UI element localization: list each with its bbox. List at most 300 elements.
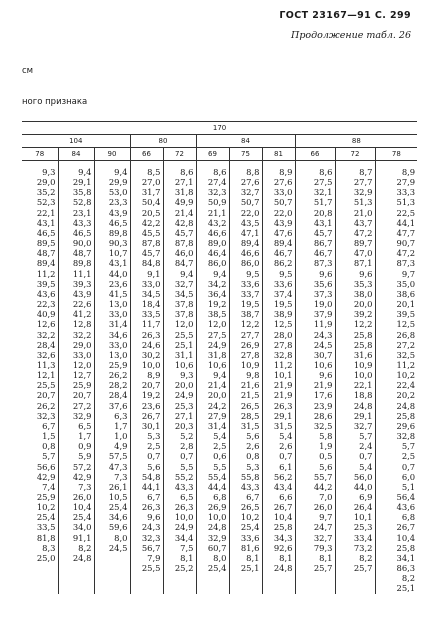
table-cell: 45,5	[141, 227, 161, 238]
table-cell: 30,1	[141, 420, 161, 431]
table-cell: 32,1	[313, 187, 333, 198]
table-cell: 32,7	[353, 420, 373, 431]
table-cell: 43,9	[72, 288, 92, 299]
table-cell: 31,5	[240, 420, 260, 431]
table-cell: 42,8	[174, 217, 194, 228]
table-cell: 32,3	[141, 532, 161, 543]
table-cell: 6,0	[401, 471, 416, 482]
table-cell: 26,3	[141, 329, 161, 340]
table-cell: 0,5	[319, 451, 333, 462]
table-cell: 8,1	[319, 552, 333, 563]
table-cell: 10,0	[207, 512, 227, 523]
table-cell: 9,4	[180, 268, 194, 279]
table-cell: 32,5	[396, 349, 416, 360]
sign-label: ного признака	[22, 97, 88, 107]
table-cell: 18,4	[141, 299, 161, 310]
table-cell: 20,0	[174, 380, 194, 391]
table-cell: 37,3	[313, 288, 333, 299]
table-cell: 25,1	[174, 339, 194, 350]
table-cell: 31,8	[174, 187, 194, 198]
table-cell: 22,3	[36, 299, 56, 310]
column-header: 81	[262, 148, 295, 161]
table-cell: 55,2	[174, 471, 194, 482]
table-cell: 12,1	[36, 370, 56, 381]
table-cell: 43,3	[174, 481, 194, 492]
table-cell: 81,8	[36, 532, 56, 543]
table-cell: 5,5	[213, 461, 227, 472]
table-cell: 12,6	[36, 319, 56, 330]
table-cell: 51,3	[353, 197, 373, 208]
table-cell: 89,0	[207, 238, 227, 249]
table-cell: 25,4	[36, 512, 56, 523]
table-cell: 47,2	[353, 227, 373, 238]
table-cell: 32,9	[353, 187, 373, 198]
table-cell: 25,1	[396, 583, 416, 594]
table-cell: 43,1	[108, 258, 128, 269]
table-cell: 23,1	[72, 207, 92, 218]
table-cell: 46,7	[313, 248, 333, 259]
table-cell: 6,7	[42, 420, 56, 431]
values-row	[22, 161, 417, 594]
table-cell: 46,5	[36, 227, 56, 238]
table-cell: 59,6	[108, 522, 128, 533]
table-cell: 32,2	[72, 329, 92, 340]
table-cell: 35,2	[36, 187, 56, 198]
value-column	[229, 161, 262, 594]
table-cell: 44,0	[353, 481, 373, 492]
table-cell: 28,0	[273, 329, 293, 340]
table-cell: 20,7	[36, 390, 56, 401]
table-cell: 84,8	[141, 258, 161, 269]
table-cell: 86,2	[273, 258, 293, 269]
table-cell: 12,2	[240, 319, 260, 330]
table-cell: 8,6	[319, 167, 333, 177]
table-cell: 8,9	[147, 370, 161, 381]
table-cell: 8,1	[246, 552, 260, 563]
table-cell: 25,4	[240, 522, 260, 533]
table-cell: 21,9	[313, 380, 333, 391]
table-cell: 9,5	[246, 268, 260, 279]
table-cell: 37,4	[273, 288, 293, 299]
table-cell: 44,1	[396, 217, 416, 228]
table-cell: 34,4	[174, 532, 194, 543]
table-cell: 31,5	[273, 420, 293, 431]
table-cell: 6,8	[401, 512, 416, 523]
table-cell: 50,4	[141, 197, 161, 208]
table-cell: 11,1	[72, 268, 92, 279]
table-cell: 26,8	[396, 329, 416, 340]
table-cell: 31,6	[353, 349, 373, 360]
table-cell: 13,0	[108, 349, 128, 360]
table-cell: 23,6	[108, 278, 128, 289]
table-cell: 37,8	[174, 309, 194, 320]
table-cell: 24,5	[108, 542, 128, 553]
table-cell: 27,9	[207, 410, 227, 421]
table-cell: 27,8	[273, 339, 293, 350]
table-cell: 25,4	[207, 563, 227, 574]
table-cell: 2,5	[147, 441, 161, 452]
table-cell: 32,6	[36, 349, 56, 360]
table-cell: 5,4	[359, 461, 373, 472]
table-cell: 34,5	[141, 288, 161, 299]
table-cell: 33,6	[240, 278, 260, 289]
table-cell: 33,0	[108, 339, 128, 350]
column-header: 84	[58, 148, 94, 161]
table-cell: 5,4	[213, 431, 227, 442]
table-cell: 13,0	[108, 299, 128, 310]
table-cell: 10,9	[353, 359, 373, 370]
table-cell: 32,2	[36, 329, 56, 340]
table-cell: 0,7	[180, 451, 194, 462]
table-cell: 22,5	[396, 207, 416, 218]
table-cell: 39,2	[353, 309, 373, 320]
table-cell: 49,9	[174, 197, 194, 208]
table-cell: 5,7	[359, 431, 373, 442]
table-cell: 33,4	[353, 532, 373, 543]
table-cell: 6,9	[359, 492, 373, 502]
table-cell: 29,1	[353, 410, 373, 421]
table-cell: 25,8	[353, 329, 373, 340]
table-cell: 26,2	[108, 370, 128, 381]
table-cell: 10,7	[108, 248, 128, 259]
table-cell: 10,2	[396, 370, 416, 381]
table-cell: 20,5	[141, 207, 161, 218]
table-cell: 8,6	[213, 167, 227, 177]
table-cell: 46,6	[207, 227, 227, 238]
table-cell: 28,4	[108, 390, 128, 401]
table-cell: 56,0	[353, 471, 373, 482]
value-column	[196, 161, 229, 594]
table-cell: 89,8	[72, 258, 92, 269]
table-cell: 8,3	[42, 542, 56, 553]
table-cell: 84,7	[174, 258, 194, 269]
table-cell: 20,7	[141, 380, 161, 391]
subgroup-header: 80	[130, 135, 196, 148]
table-cell: 86,0	[207, 258, 227, 269]
table-cell: 27,0	[141, 177, 161, 188]
table-cell: 24,9	[174, 522, 194, 533]
table-cell: 37,8	[174, 299, 194, 310]
table-cell: 28,4	[36, 339, 56, 350]
table-cell: 26,4	[353, 502, 373, 513]
table-cell: 2,6	[279, 441, 293, 452]
table-cell: 10,2	[240, 512, 260, 523]
table-cell: 19,2	[207, 299, 227, 310]
table-cell: 31,8	[207, 349, 227, 360]
table-cell: 22,6	[72, 299, 92, 310]
table-cell: 43,3	[72, 217, 92, 228]
table-cell: 25,5	[36, 380, 56, 391]
table-cell: 46,6	[240, 248, 260, 259]
table-cell: 46,4	[207, 248, 227, 259]
table-cell: 2,5	[213, 441, 227, 452]
table-cell: 12,5	[273, 319, 293, 330]
table-cell: 26,5	[240, 400, 260, 411]
table-cell: 12,2	[353, 319, 373, 330]
table-cell: 25,4	[72, 512, 92, 523]
table-cell: 1,5	[42, 431, 56, 442]
table-cell: 12,8	[72, 319, 92, 330]
table-cell: 7,3	[114, 471, 128, 482]
table-cell: 28,2	[108, 380, 128, 391]
table-cell: 29,9	[108, 177, 128, 188]
table-cell: 21,9	[273, 390, 293, 401]
table-cell: 5,6	[319, 461, 333, 472]
table-cell: 6,5	[78, 420, 92, 431]
table-cell: 19,2	[141, 390, 161, 401]
table-cell: 55,4	[207, 471, 227, 482]
table-cell: 12,5	[396, 319, 416, 330]
table-cell: 50,9	[207, 197, 227, 208]
table-cell: 2,5	[401, 451, 416, 462]
table-cell: 26,7	[273, 502, 293, 513]
unit-label: см	[22, 66, 34, 76]
table-cell: 24,9	[207, 339, 227, 350]
table-cell: 56,4	[396, 492, 416, 502]
table-cell: 38,7	[240, 309, 260, 320]
table-cell: 27,7	[353, 177, 373, 188]
table-cell: 6,7	[147, 492, 161, 502]
table-cell: 27,7	[240, 329, 260, 340]
table-cell: 52,3	[36, 197, 56, 208]
table-cell: 47,0	[353, 248, 373, 259]
table-cell: 0,7	[147, 451, 161, 462]
table-cell: 9,3	[180, 370, 194, 381]
table-cell: 8,2	[401, 573, 416, 584]
table-cell: 9,4	[78, 167, 92, 177]
table-cell: 21,4	[207, 380, 227, 391]
table-cell: 27,9	[396, 177, 416, 188]
table-cell: 6,6	[279, 492, 293, 502]
table-cell: 28,5	[240, 410, 260, 421]
standard-header: ГОСТ 23167—91 С. 299	[279, 10, 411, 21]
subgroup-header: 84	[196, 135, 295, 148]
table-cell: 24,8	[396, 400, 416, 411]
table-cell: 36,4	[207, 288, 227, 299]
table-cell: 5,8	[319, 431, 333, 442]
value-column	[335, 161, 375, 594]
table-cell: 24,3	[141, 522, 161, 533]
table-cell: 44,0	[108, 268, 128, 279]
table-cell: 56,6	[36, 461, 56, 472]
table-cell: 25,8	[273, 522, 293, 533]
table-cell: 34,5	[174, 288, 194, 299]
table-cell: 29,6	[396, 420, 416, 431]
table-cell: 26,0	[313, 502, 333, 513]
table-cell: 45,7	[141, 248, 161, 259]
table-cell: 12,0	[174, 319, 194, 330]
table-cell: 39,5	[396, 309, 416, 320]
table-cell: 45,7	[174, 227, 194, 238]
subgroup-header: 104	[22, 135, 130, 148]
table-cell: 5,3	[147, 431, 161, 442]
table-cell: 1,9	[319, 441, 333, 452]
table-cell: 33,7	[240, 288, 260, 299]
table-cell: 10,5	[108, 492, 128, 502]
table-cell: 38,9	[273, 309, 293, 320]
table-cell: 8,1	[279, 552, 293, 563]
table-cell: 27,8	[240, 349, 260, 360]
table-cell: 4,9	[114, 441, 128, 452]
table-cell: 0,7	[359, 451, 373, 462]
table-cell: 23,6	[141, 400, 161, 411]
table-cell: 28,6	[313, 410, 333, 421]
table-cell: 79,3	[313, 542, 333, 553]
table-cell: 60,7	[207, 542, 227, 553]
table-cell: 10,1	[353, 512, 373, 523]
table-cell: 89,4	[240, 238, 260, 249]
table-cell: 10,6	[174, 359, 194, 370]
table-cell: 21,5	[240, 390, 260, 401]
table-cell: 33,6	[240, 532, 260, 543]
table-cell: 87,1	[353, 258, 373, 269]
table-cell: 5,6	[147, 461, 161, 472]
table-cell: 30,7	[313, 349, 333, 360]
table-cell: 43,7	[353, 217, 373, 228]
table-cell: 6,1	[279, 461, 293, 472]
table-cell: 43,4	[273, 481, 293, 492]
table-cell: 25,8	[353, 339, 373, 350]
table-cell: 9,6	[319, 268, 333, 279]
table-cell: 24,6	[141, 339, 161, 350]
table-cell: 30,2	[141, 349, 161, 360]
table-cell: 11,3	[36, 359, 56, 370]
table-cell: 34,0	[72, 522, 92, 533]
table-cell: 10,2	[36, 502, 56, 513]
table-cell: 87,3	[396, 258, 416, 269]
table-cell: 38,0	[353, 288, 373, 299]
table-cell: 9,7	[319, 512, 333, 523]
table-cell: 25,8	[396, 410, 416, 421]
table-cell: 33,0	[141, 278, 161, 289]
table-cell: 5,9	[78, 451, 92, 462]
table-cell: 8,0	[114, 532, 128, 543]
table-cell: 56,7	[141, 542, 161, 553]
table-cell: 7,0	[319, 492, 333, 502]
table-cell: 7,5	[180, 542, 194, 553]
table-cell: 33,0	[72, 349, 92, 360]
table-cell: 5,6	[246, 431, 260, 442]
table-cell: 25,8	[396, 542, 416, 553]
table-cell: 9,1	[147, 268, 161, 279]
table-cell: 39,5	[36, 278, 56, 289]
table-cell: 90,7	[396, 238, 416, 249]
table-cell: 23,3	[108, 197, 128, 208]
value-column	[262, 161, 295, 594]
table-cell: 26,9	[207, 502, 227, 513]
table-cell: 35,8	[72, 187, 92, 198]
table-cell: 90,3	[108, 238, 128, 249]
table-cell: 32,7	[174, 278, 194, 289]
table-cell: 31,4	[108, 319, 128, 330]
table-cell: 22,0	[273, 207, 293, 218]
table-cell: 46,5	[108, 217, 128, 228]
table-cell: 22,1	[36, 207, 56, 218]
table-cell: 0,8	[246, 451, 260, 462]
value-column	[58, 161, 94, 594]
table-cell: 42,2	[141, 217, 161, 228]
table-cell: 9,6	[147, 512, 161, 523]
table-cell: 5,1	[401, 481, 416, 492]
table-cell: 29,1	[273, 410, 293, 421]
table-cell: 26,7	[141, 410, 161, 421]
table-cell: 18,8	[353, 390, 373, 401]
table-cell: 8,6	[180, 167, 194, 177]
table-cell: 8,0	[213, 552, 227, 563]
table-cell: 47,6	[273, 227, 293, 238]
table-cell: 43,1	[313, 217, 333, 228]
table-cell: 87,3	[313, 258, 333, 269]
table-cell: 43,5	[240, 217, 260, 228]
table-cell: 37,9	[313, 309, 333, 320]
table-cell: 26,7	[396, 522, 416, 533]
table-cell: 90,0	[72, 238, 92, 249]
table-cell: 29,0	[36, 177, 56, 188]
table-cell: 5,7	[42, 451, 56, 462]
table-cell: 46,5	[72, 227, 92, 238]
table-cell: 22,0	[240, 207, 260, 218]
table-cell: 9,4	[114, 167, 128, 177]
table-cell: 47,1	[240, 227, 260, 238]
table-cell: 10,1	[273, 370, 293, 381]
table-cell: 81,6	[240, 542, 260, 553]
table-cell: 42,9	[72, 471, 92, 482]
table-cell: 57,2	[72, 461, 92, 472]
table-cell: 25,7	[313, 563, 333, 574]
table-cell: 6,3	[114, 410, 128, 421]
table-cell: 46,7	[273, 248, 293, 259]
table-cell: 55,7	[313, 471, 333, 482]
table-cell: 27,2	[72, 400, 92, 411]
table-cell: 35,0	[396, 278, 416, 289]
table-cell: 87,8	[174, 238, 194, 249]
table-cell: 25,3	[353, 522, 373, 533]
table-cell: 34,6	[108, 329, 128, 340]
column-header: 66	[130, 148, 163, 161]
column-header: 72	[163, 148, 196, 161]
column-header: 66	[295, 148, 335, 161]
table-cell: 33,5	[36, 522, 56, 533]
value-column	[295, 161, 335, 594]
table-cell: 17,6	[313, 390, 333, 401]
table-cell: 34,2	[207, 278, 227, 289]
data-table	[22, 121, 417, 594]
table-cell: 26,5	[240, 502, 260, 513]
table-cell: 9,6	[359, 268, 373, 279]
table-cell: 5,4	[279, 431, 293, 442]
table-cell: 41,2	[72, 309, 92, 320]
table-cell: 89,4	[36, 258, 56, 269]
table-cell: 20,0	[207, 390, 227, 401]
table-cell: 21,9	[273, 380, 293, 391]
table-cell: 20,2	[396, 390, 416, 401]
table-cell: 27,6	[240, 177, 260, 188]
table-cell: 57,5	[108, 451, 128, 462]
table-cell: 50,7	[240, 197, 260, 208]
table-cell: 10,4	[273, 512, 293, 523]
table-cell: 0,7	[279, 451, 293, 462]
table-cell: 48,7	[36, 248, 56, 259]
table-cell: 19,5	[273, 299, 293, 310]
table-cell: 38,5	[207, 309, 227, 320]
table-cell: 25,4	[108, 502, 128, 513]
table-cell: 24,8	[207, 522, 227, 533]
table-cell: 47,2	[396, 248, 416, 259]
table-cell: 35,3	[353, 278, 373, 289]
table-cell: 11,7	[141, 319, 161, 330]
value-column	[163, 161, 196, 594]
table-cell: 42,9	[36, 471, 56, 482]
